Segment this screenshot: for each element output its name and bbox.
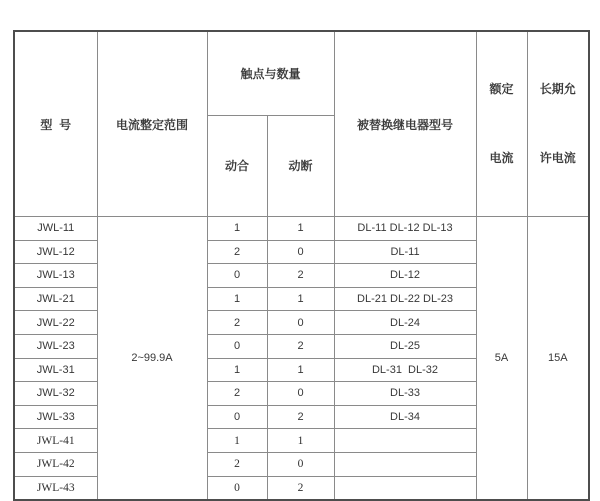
contact-nc-cell: 1	[267, 217, 334, 241]
contact-nc-cell: 1	[267, 429, 334, 453]
replaced-models-cell: DL-34	[334, 405, 476, 429]
rated-current-merged-cell: 5A	[476, 217, 527, 500]
header-contact-no: 动合	[207, 115, 267, 216]
replaced-models-cell: DL-31 DL-32	[334, 358, 476, 382]
header-contacts-group: 触点与数量	[207, 31, 334, 115]
table-header	[14, 31, 589, 217]
header-row-top	[14, 31, 589, 115]
contact-nc-cell: 1	[267, 358, 334, 382]
replaced-models-cell: DL-12	[334, 264, 476, 288]
contact-no-cell: 1	[207, 287, 267, 311]
contact-nc-cell: 2	[267, 405, 334, 429]
contact-nc-cell: 0	[267, 452, 334, 476]
current-range-merged-cell: 2~99.9A	[97, 217, 207, 500]
contact-no-cell: 2	[207, 382, 267, 406]
replaced-models-cell	[334, 429, 476, 453]
contact-no-cell: 2	[207, 240, 267, 264]
contact-no-cell: 1	[207, 429, 267, 453]
model-cell: JWL-32	[14, 382, 97, 406]
header-current-range: 电流整定范围	[97, 31, 207, 217]
replaced-models-cell: DL-33	[334, 382, 476, 406]
model-cell: JWL-23	[14, 334, 97, 358]
replaced-models-cell	[334, 452, 476, 476]
replaced-models-cell: DL-11	[334, 240, 476, 264]
contact-no-cell: 0	[207, 264, 267, 288]
replaced-models-cell: DL-11 DL-12 DL-13	[334, 217, 476, 241]
header-model: 型 号	[14, 31, 97, 217]
model-cell: JWL-31	[14, 358, 97, 382]
contact-nc-cell: 0	[267, 240, 334, 264]
contact-nc-cell: 1	[267, 287, 334, 311]
contact-nc-cell: 0	[267, 382, 334, 406]
header-rated-current	[476, 31, 527, 217]
replaced-models-cell	[334, 476, 476, 500]
model-cell: JWL-33	[14, 405, 97, 429]
table-body	[14, 217, 589, 500]
model-cell: JWL-21	[14, 287, 97, 311]
long-term-current-merged-cell: 15A	[527, 217, 589, 500]
model-cell: JWL-22	[14, 311, 97, 335]
contact-no-cell: 0	[207, 476, 267, 500]
relay-spec-table	[13, 30, 590, 501]
contact-nc-cell: 2	[267, 476, 334, 500]
model-cell: JWL-12	[14, 240, 97, 264]
replaced-models-cell: DL-21 DL-22 DL-23	[334, 287, 476, 311]
table-row	[14, 217, 589, 241]
contact-no-cell: 1	[207, 217, 267, 241]
contact-nc-cell: 2	[267, 334, 334, 358]
contact-no-cell: 2	[207, 452, 267, 476]
model-cell: JWL-42	[14, 452, 97, 476]
model-cell: JWL-11	[14, 217, 97, 241]
contact-no-cell: 0	[207, 334, 267, 358]
header-long-term-line2: 许电流	[539, 151, 576, 165]
header-contact-nc: 动断	[267, 115, 334, 216]
model-cell: JWL-41	[14, 429, 97, 453]
model-cell: JWL-13	[14, 264, 97, 288]
replaced-models-cell: DL-25	[334, 334, 476, 358]
contact-no-cell: 1	[207, 358, 267, 382]
replaced-models-cell: DL-24	[334, 311, 476, 335]
header-rated-current-line1: 额定	[489, 82, 514, 96]
contact-no-cell: 2	[207, 311, 267, 335]
contact-nc-cell: 2	[267, 264, 334, 288]
header-long-term-current	[527, 31, 589, 217]
contact-nc-cell: 0	[267, 311, 334, 335]
header-replaced-models: 被替换继电器型号	[334, 31, 476, 217]
header-rated-current-line2: 电流	[489, 151, 514, 165]
header-long-term-line1: 长期允	[539, 82, 576, 96]
contact-no-cell: 0	[207, 405, 267, 429]
model-cell: JWL-43	[14, 476, 97, 500]
